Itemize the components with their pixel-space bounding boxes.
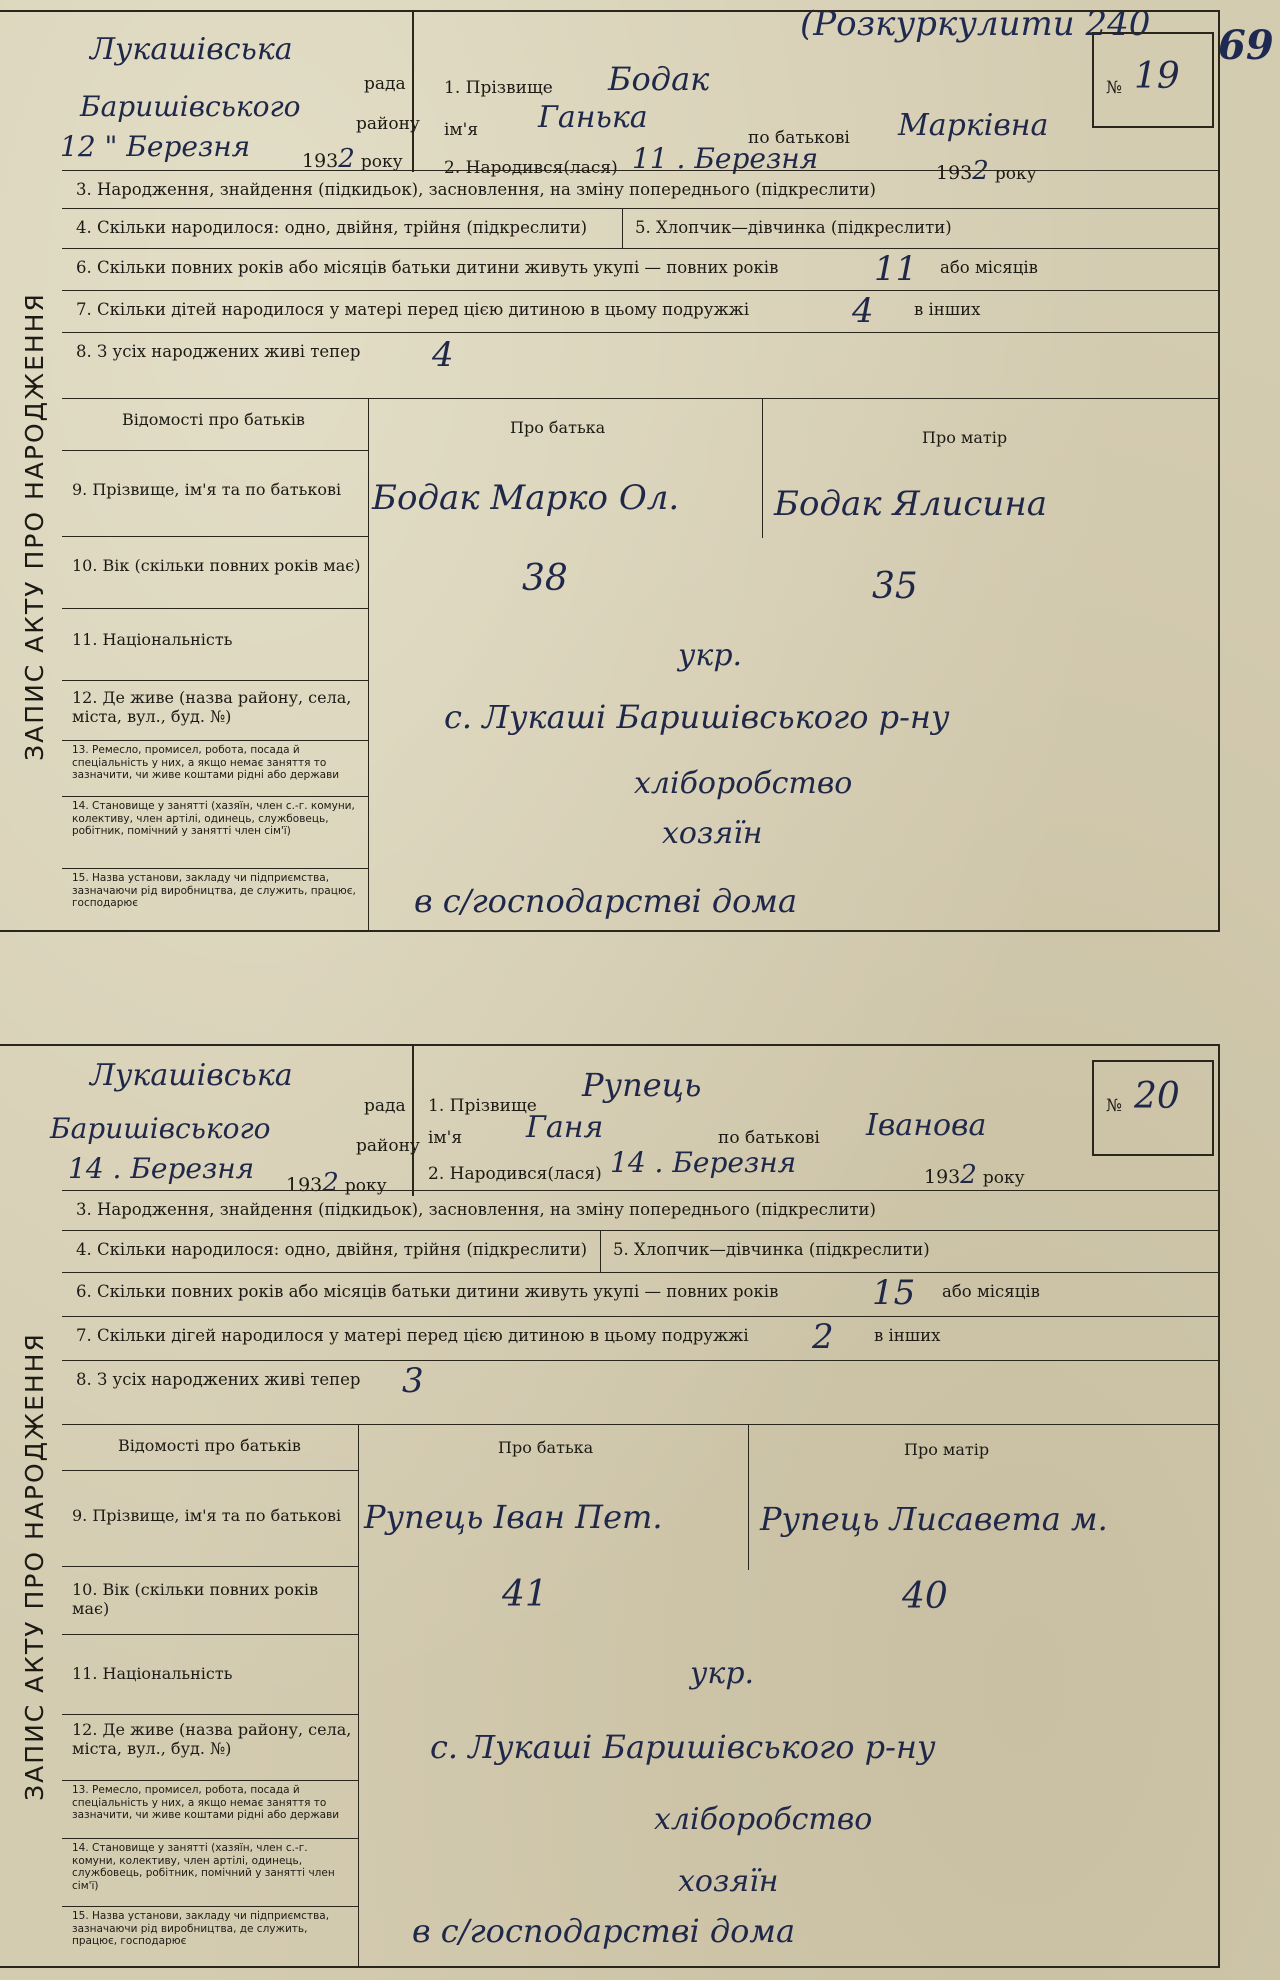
q12-value: с. Лукаші Баришівського р-ну — [430, 1728, 936, 1766]
question-4-5: 4. Скільки народилося: одно, двійня, трійня (підкреслити) 5. Хлопчик—дівчинка (підкреслити) — [62, 1230, 1218, 1273]
q10-mother: 40 — [902, 1576, 948, 1617]
q14-value: хозяїн — [678, 1864, 779, 1899]
q10-label: 10. Вік (скільки повних років має) — [72, 1580, 319, 1618]
surname-label: 1. Прізвище — [444, 78, 553, 98]
q15-label: 15. Назва установи, закладу чи підприємства, зазначаючи рід виробництва, де служить, працює, господарює — [72, 1910, 330, 1947]
q11-value: укр. — [678, 638, 743, 673]
q12-value: с. Лукаші Баришівського р-ну — [444, 698, 950, 736]
q14-label: 14. Становище у занятті (хазяїн, член с.-г. комуни, колективу, член артілі, одинець, службовець, робітник, помічний у занятті член сім'ї) — [72, 1842, 335, 1892]
born-label: 2. Народився(лася) — [444, 158, 618, 178]
patronymic-label: по батькові — [718, 1128, 820, 1148]
question-3: 3. Народження, знайдення (підкидьок), засновлення, на зміну попереднього (підкреслити) — [62, 170, 1218, 209]
surname-label: 1. Прізвище — [428, 1096, 537, 1116]
parents-header: Відомості про батьків — [118, 1436, 301, 1455]
q14-value: хозяїн — [662, 816, 763, 851]
side-title: ЗАПИС АКТУ ПРО НАРОДЖЕННЯ — [19, 291, 49, 761]
district-name: Баришівського — [50, 1112, 271, 1145]
born-year: 1932 року — [936, 156, 1037, 186]
question-4-5: 4. Скільки народилося: одно, двійня, трійня (підкреслити) 5. Хлопчик—дівчинка (підкреслити) — [62, 208, 1218, 249]
q8-value: 3 — [402, 1361, 424, 1401]
birth-record-form-20 — [0, 1044, 1220, 1968]
mother-header: Про матір — [922, 428, 1008, 447]
record-number-box: № 19 — [1092, 32, 1214, 128]
born-date: 11 . Березня — [632, 142, 819, 175]
surname-value: Рупець — [582, 1066, 702, 1104]
q12-label: 12. Де живе (назва району, села, міста, вул., буд. №) — [72, 688, 352, 726]
questions-block — [62, 170, 1218, 420]
parents-table — [62, 398, 1218, 930]
q7-value: 2 — [812, 1317, 834, 1357]
top-annotation: (Розкуркулити 240 — [800, 4, 1151, 44]
registry-header — [40, 12, 420, 174]
q8-value: 4 — [432, 335, 454, 375]
q10-mother: 35 — [872, 566, 918, 607]
q15-value: в с/господарстві дома — [414, 882, 798, 920]
father-header: Про батька — [498, 1438, 594, 1457]
council-name: Лукашівська — [90, 1058, 293, 1093]
council-suffix: рада — [364, 1096, 406, 1116]
q6-years: 15 — [872, 1273, 916, 1313]
q10-father: 41 — [502, 1574, 548, 1615]
q9-father: Бодак Марко Ол. — [372, 478, 680, 518]
question-7: 7. Скільки дігей народилося у матері перед цією дитиною в цьому подружжі 2 в інших — [62, 1316, 1218, 1361]
born-year: 1932 року — [924, 1160, 1025, 1190]
registration-year: 1932 року — [286, 1168, 387, 1198]
council-name: Лукашівська — [90, 32, 293, 67]
question-8: 8. З усіх народжених живі тепер 4 — [62, 332, 1218, 377]
record-number: 19 — [1134, 56, 1180, 97]
question-8: 8. З усіх народжених живі тепер 3 — [62, 1360, 1218, 1405]
registration-date: 12 " Березня — [60, 130, 251, 163]
district-name: Баришівського — [80, 90, 301, 123]
registry-header — [40, 1046, 420, 1198]
q13-label: 13. Ремесло, промисел, робота, посада й спеціальність у них, а якщо немає заняття то зазначити, чи живе коштами рідні або держави — [72, 744, 340, 781]
born-label: 2. Народився(лася) — [428, 1164, 602, 1184]
record-number-box: № 20 — [1092, 1060, 1214, 1156]
name-value: Ганька — [538, 100, 648, 135]
registration-year: 1932 року — [302, 144, 403, 174]
father-header: Про батька — [510, 418, 606, 437]
patronymic-label: по батькові — [748, 128, 850, 148]
name-label: ім'я — [444, 120, 479, 140]
q11-value: укр. — [690, 1656, 755, 1691]
q13-value: хліборобство — [654, 1802, 873, 1837]
q15-label: 15. Назва установи, закладу чи підприємства, зазначаючи рід виробництва, де служить, працює, господарює — [72, 872, 356, 909]
q7-value: 4 — [852, 291, 874, 331]
council-suffix: рада — [364, 74, 406, 94]
born-date: 14 . Березня — [610, 1146, 797, 1179]
child-identity — [428, 12, 1088, 186]
birth-record-form-19 — [0, 10, 1220, 932]
child-identity — [428, 1046, 1088, 1196]
q15-value: в с/господарстві дома — [412, 1912, 796, 1950]
mother-header: Про матір — [904, 1440, 990, 1459]
q13-label: 13. Ремесло, промисел, робота, посада й спеціальність у них, а якщо немає заняття то зазначити, чи живе коштами рідні або держави — [72, 1784, 340, 1821]
q10-father: 38 — [522, 558, 568, 599]
q9-label: 9. Прізвище, ім'я та по батькові — [72, 480, 342, 499]
q13-value: хліборобство — [634, 766, 853, 801]
q6-years: 11 — [874, 249, 918, 289]
name-value: Ганя — [526, 1110, 604, 1145]
q9-mother: Бодак Ялисина — [774, 484, 1047, 524]
q10-label: 10. Вік (скільки повних років має) — [72, 556, 361, 575]
question-6: 6. Скільки повних років або місяців батьки дитини живуть укупі — повних років 15 або місяців — [62, 1272, 1218, 1317]
record-number: 20 — [1134, 1076, 1180, 1117]
q12-label: 12. Де живе (назва району, села, міста, вул., буд. №) — [72, 1720, 352, 1758]
district-suffix: району — [356, 1136, 420, 1156]
name-label: ім'я — [428, 1128, 463, 1148]
q9-mother: Рупець Лисавета м. — [760, 1500, 1108, 1538]
parents-header: Відомості про батьків — [122, 410, 305, 429]
questions-block — [62, 1190, 1218, 1442]
sheet-number: 69 — [1218, 22, 1274, 69]
question-3: 3. Народження, знайдення (підкидьок), засновлення, на зміну попереднього (підкреслити) — [62, 1190, 1218, 1231]
district-suffix: району — [356, 114, 420, 134]
patronymic-value: Іванова — [866, 1108, 987, 1143]
registration-date: 14 . Березня — [68, 1152, 255, 1185]
parents-table — [62, 1424, 1218, 1966]
surname-value: Бодак — [608, 60, 710, 98]
q11-label: 11. Національність — [72, 630, 233, 649]
patronymic-value: Марківна — [898, 108, 1049, 143]
q9-father: Рупець Іван Пет. — [364, 1498, 663, 1536]
question-6: 6. Скільки повних років або місяців батьки дитини живуть укупі — повних років 11 або місяців — [62, 248, 1218, 291]
q14-label: 14. Становище у занятті (хазяїн, член с.-г. комуни, колективу, член артілі, одинець, службовець, робітник, помічний у занятті член сім'ї) — [72, 800, 355, 837]
question-7: 7. Скільки дітей народилося у матері перед цією дитиною в цьому подружжі 4 в інших — [62, 290, 1218, 333]
q11-label: 11. Національність — [72, 1664, 233, 1683]
q9-label: 9. Прізвище, ім'я та по батькові — [72, 1506, 342, 1525]
side-title: ЗАПИС АКТУ ПРО НАРОДЖЕННЯ — [19, 1331, 49, 1801]
